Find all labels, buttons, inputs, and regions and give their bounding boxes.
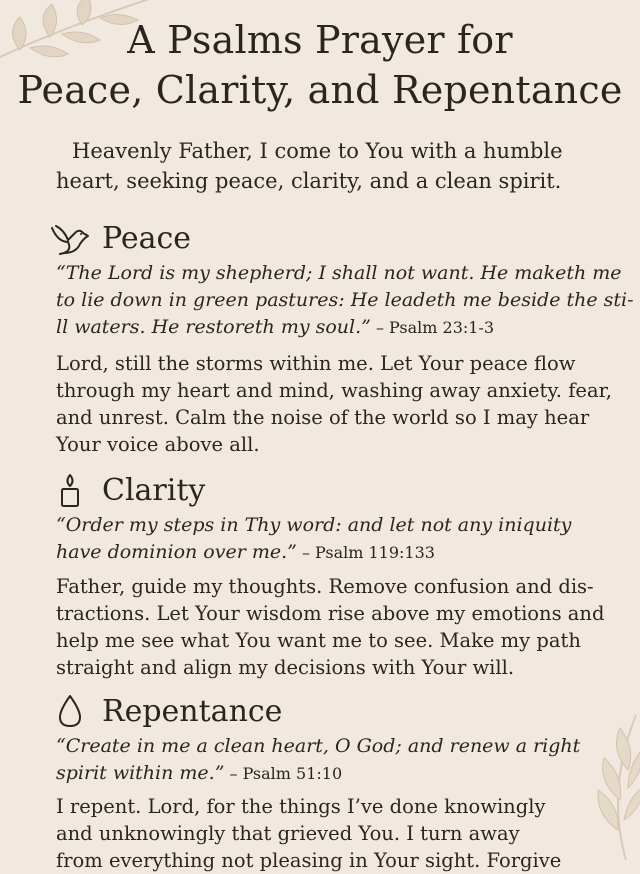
prayer-line: Lord, still the storms within me. Let Your peace flow (56, 352, 576, 375)
verse-line: “Create in me a clean heart, O God; and renew a right (56, 735, 581, 757)
section-title: Repentance (102, 693, 283, 729)
section-title: Clarity (102, 472, 206, 508)
dove-icon (50, 220, 90, 256)
verse-reference: – Psalm 51:10 (224, 764, 343, 783)
verse-reference: – Psalm 119:133 (296, 543, 435, 562)
prayer-line: Father, guide my thoughts. Remove confusion and dis- (56, 575, 594, 598)
intro-text: Heavenly Father, I come to You with a humble (72, 139, 563, 163)
section-heading-clarity (50, 472, 205, 508)
verse-line: “The Lord is my shepherd; I shall not want. He maketh me (56, 262, 622, 284)
verse-text: spirit within me.” (56, 762, 225, 784)
water-drop-icon (50, 693, 90, 729)
prayer-line: through my heart and mind, washing away anxiety. fear, (56, 379, 612, 402)
prayer-line: from everything not pleasing in Your sight. Forgive (56, 849, 562, 872)
page-title: Peace, Clarity, and Repentance (17, 68, 623, 112)
verse-line: “Order my steps in Thy word: and let not any iniquity (56, 514, 572, 536)
candle-icon (50, 472, 90, 508)
prayer-line: straight and align my decisions with Your will. (56, 656, 515, 679)
section-heading-repentance (50, 693, 282, 729)
intro-text: heart, seeking peace, clarity, and a clean spirit. (56, 169, 562, 193)
prayer-line: I repent. Lord, for the things I’ve done knowingly (56, 795, 546, 818)
section-title: Peace (102, 220, 192, 256)
prayer-line: and unrest. Calm the noise of the world so I may hear (56, 406, 590, 429)
verse-line-with-reference (56, 539, 626, 566)
verse-text: ll waters. He restoreth my soul.” (56, 316, 371, 338)
section-heading-peace (50, 220, 191, 256)
verse-text: have dominion over me.” (56, 541, 297, 563)
page-title: A Psalms Prayer for (127, 18, 513, 62)
prayer-line: tractions. Let Your wisdom rise above my emotions and (56, 602, 605, 625)
prayer-line: Your voice above all. (56, 433, 260, 456)
verse-line: to lie down in green pastures: He leadeth me beside the sti- (56, 289, 634, 311)
verse-line-with-reference (56, 314, 626, 341)
prayer-line: help me see what You want me to see. Make my path (56, 629, 581, 652)
prayer-line: and unknowingly that grieved You. I turn away (56, 822, 520, 845)
verse-line-with-reference (56, 760, 626, 787)
verse-reference: – Psalm 23:1-3 (370, 318, 495, 337)
